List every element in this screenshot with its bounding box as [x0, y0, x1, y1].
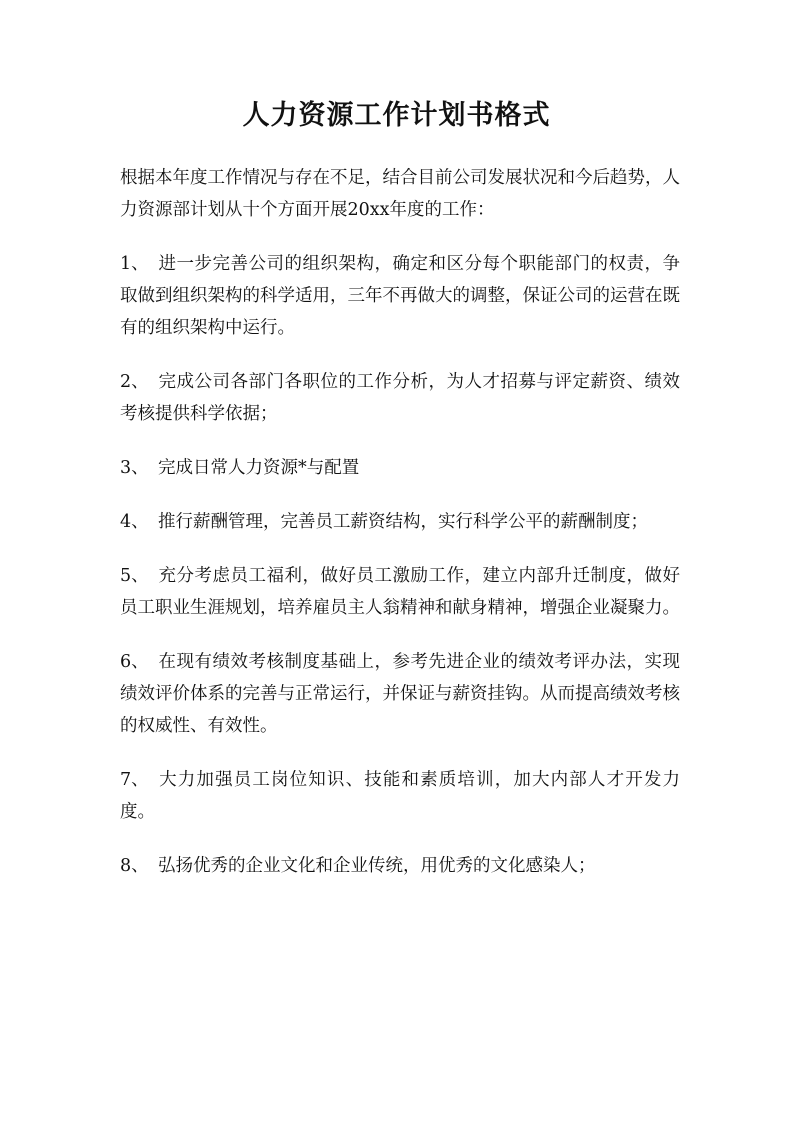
item-number: 8、 — [120, 856, 149, 876]
list-item — [120, 506, 680, 538]
document-body — [120, 162, 680, 904]
item-text: 在现有绩效考核制度基础上，参考先进企业的绩效考评办法，实现绩效评价体系的完善与正常运行，并保证与薪资挂钩。从而提高绩效考核的权威性、有效性。 — [120, 652, 680, 736]
item-number: 3、 — [120, 458, 149, 478]
item-text: 充分考虑员工福利，做好员工激励工作，建立内部升迁制度，做好员工职业生涯规划，培养雇员主人翁精神和献身精神，增强企业凝聚力。 — [120, 566, 680, 618]
intro-paragraph: 根据本年度工作情况与存在不足，结合目前公司发展状况和今后趋势，人力资源部计划从十个方面开展20xx年度的工作： — [120, 168, 680, 220]
item-text: 进一步完善公司的组织架构，确定和区分每个职能部门的权责，争取做到组织架构的科学适用，三年不再做大的调整，保证公司的运营在既有的组织架构中运行。 — [120, 254, 680, 338]
list-item — [120, 366, 680, 430]
list-item — [120, 452, 680, 484]
list-item — [120, 764, 680, 828]
item-number: 7、 — [120, 770, 149, 790]
list-item — [120, 850, 680, 882]
item-number: 2、 — [120, 372, 149, 392]
item-text: 完成公司各部门各职位的工作分析，为人才招募与评定薪资、绩效考核提供科学依据； — [120, 372, 680, 424]
item-number: 4、 — [120, 512, 149, 532]
item-text: 大力加强员工岗位知识、技能和素质培训，加大内部人才开发力度。 — [120, 770, 680, 822]
list-item — [120, 248, 680, 344]
item-text: 推行薪酬管理，完善员工薪资结构，实行科学公平的薪酬制度； — [158, 512, 648, 532]
item-text: 弘扬优秀的企业文化和企业传统，用优秀的文化感染人； — [158, 856, 596, 876]
document-title: 人力资源工作计划书格式 — [242, 100, 551, 131]
item-text: 完成日常人力资源*与配置 — [158, 458, 360, 478]
item-number: 5、 — [120, 566, 149, 586]
list-item — [120, 646, 680, 742]
list-item — [120, 560, 680, 624]
item-number: 1、 — [120, 254, 149, 274]
item-number: 6、 — [120, 652, 149, 672]
